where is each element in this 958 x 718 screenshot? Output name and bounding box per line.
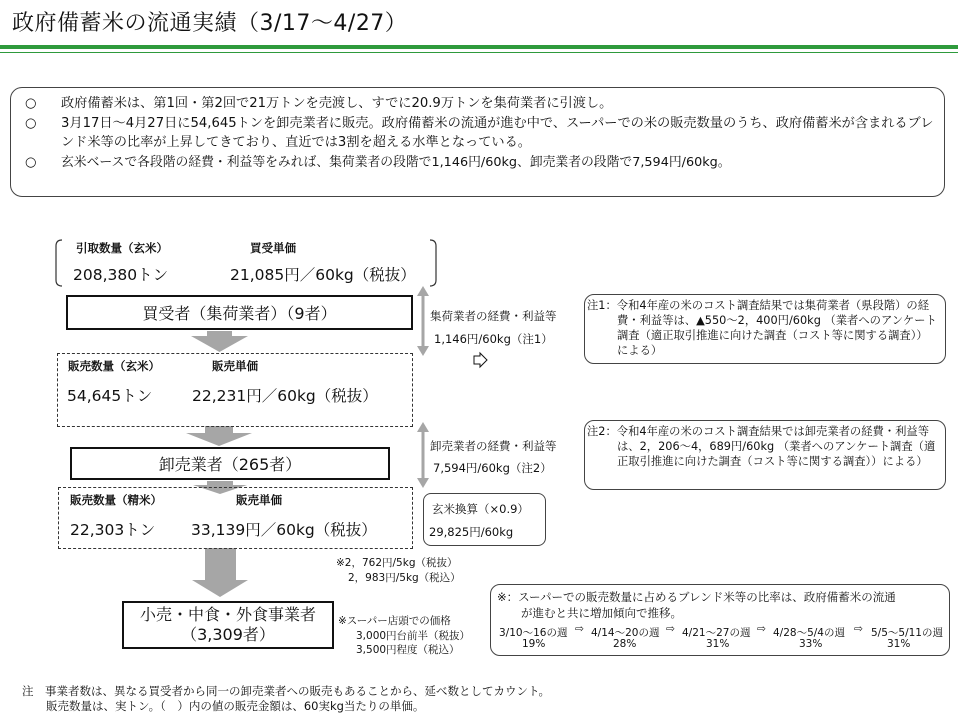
conversion-value: 29,825円/60kg [429,525,514,539]
blend-pct: 31% [706,638,730,650]
cost2-value: 7,594円/60kg（注2） [433,461,552,475]
note1-text: 令和4年産の米のコスト調査結果では集荷業者（県段階）の経費・利益等は、▲550～2，400円/60kg （業者へのアンケート調査（適正取引推進に向けた調査（コスト等に関する調査））による） [616,299,937,357]
outline-arrow-right [474,353,487,367]
sale2-qty-label: 販売数量（精米） [70,493,162,507]
stage-retail-count: （3,309者） [181,625,275,644]
range-arrow-head-down [417,346,429,356]
flow-arrow-down [191,331,248,352]
sale2-price-label: 販売単価 [236,493,282,507]
stage-collector [66,295,413,330]
stage-collector-label: 買受者（集荷業者）（9者） [142,304,337,323]
blend-note-line1: ※：スーパーでの販売数量に占めるブレンド米等の比率は、政府備蓄米の流通 [497,590,896,604]
flow-arrow-down-large [192,548,248,597]
sale1-price-label: 販売単価 [212,359,258,373]
flow-arrow-down [186,426,252,446]
sale1-qty-label: 販売数量（玄米） [68,359,160,373]
blend-pct: 33% [799,638,823,650]
blend-period: 4/14～20の週 [591,627,660,639]
bullet-mark: ○ [25,115,37,131]
note1-box [584,294,946,364]
blend-note-line2: が進むと共に増加傾向で推移。 [521,606,682,620]
range-arrow-head-down [417,478,429,488]
stage-wholesaler [70,447,390,480]
arrow-right-icon: ⇨ [854,623,863,635]
note2-text: 令和4年産の米のコスト調査結果では卸売業者の経費・利益等は、2，206～4，689円/60kg （業者へのアンケート調査（適正取引推進に向けた調査（コスト等に関する調査））による） [616,425,936,468]
range-arrow-head-up [417,422,429,432]
range-arrow-head-up [417,286,429,296]
blend-period: 4/28～5/4の週 [773,627,845,639]
bullet-mark: ○ [25,96,37,111]
blend-pct: 28% [613,638,637,650]
left-bracket [56,240,62,286]
note1-content [587,298,937,358]
blend-period: 3/10～16の週 [499,627,568,639]
note1-head: 注1： [587,299,617,312]
stage-wholesaler-label: 卸売業者（265者） [158,455,302,474]
top-price-value: 21,085円／60kg（税抜） [230,266,416,284]
top-price-label: 買受単価 [250,241,296,255]
cost1-value: 1,146円/60kg（注1） [434,332,553,346]
cost1-label: 集荷業者の経費・利益等 [430,309,557,323]
page-title: 政府備蓄米の流通実績（3/17～4/27） [12,11,408,36]
summary-text: 玄米ベースで各段階の経費・利益等をみれば、集荷業者の段階で1,146円/60kg、卸売業者の段階で7,594円/60kg。 [61,154,731,170]
top-qty-value: 208,380トン [73,266,169,284]
summary-text: 3月17日～4月27日に54,645トンを卸売業者に販売。政府備蓄米の流通が進む中で、スーパーでの米の販売数量のうち、政府備蓄米が含まれるブレンド米等の比率が上昇してきており、直近では3割を超える水準となっている。 [61,115,934,150]
arrow-right-icon: ⇨ [757,623,766,635]
footnote-line2: 販売数量は、実トン。（ ）内の値の販売金額は、60実kg当たりの単価。 [46,699,425,713]
right-bracket [430,240,436,286]
note2-head: 注2： [587,425,617,438]
retail-price-note-2: 2，983円/5kg（税込） [348,572,461,584]
retail-price-note-1: ※2，762円/5kg（税抜） [336,557,458,569]
sale1-price-value: 22,231円／60kg（税抜） [192,387,378,405]
stage-retail-label: 小売・中食・外食事業者 [139,605,316,624]
blend-pct: 31% [887,638,911,650]
sale2-price-value: 33,139円／60kg（税抜） [191,521,377,539]
blend-period: 5/5～5/11の週 [871,627,943,639]
summary-text: 政府備蓄米は、第1回・第2回で21万トンを売渡し、すでに20.9万トンを集荷業者に引渡し。 [61,96,613,111]
shop-price-note-3: 3,500円程度（税込） [356,644,460,656]
blend-pct: 19% [522,638,546,650]
sale2-qty-value: 22,303トン [70,521,156,539]
blend-period: 4/21～27の週 [682,627,751,639]
conversion-box [423,493,546,546]
sale1-qty-value: 54,645トン [67,387,153,405]
arrow-right-icon: ⇨ [575,623,584,635]
stage-retail [122,601,334,649]
note2-box [584,420,946,490]
top-qty-label: 引取数量（玄米） [76,241,168,255]
cost2-label: 卸売業者の経費・利益等 [430,439,557,453]
shop-price-note-1: ※スーパー店頭での価格 [338,615,451,627]
arrow-right-icon: ⇨ [666,623,675,635]
conversion-label: 玄米換算（×0.9） [432,502,529,516]
footnote-line1: 注 事業者数は、異なる買受者から同一の卸売業者への販売もあることから、延べ数としてカウント。 [22,684,550,698]
bullet-mark: ○ [25,154,37,170]
blend-ratio-box [490,584,950,656]
note2-content [587,424,937,469]
shop-price-note-2: 3,000円台前半（税抜） [356,630,471,642]
